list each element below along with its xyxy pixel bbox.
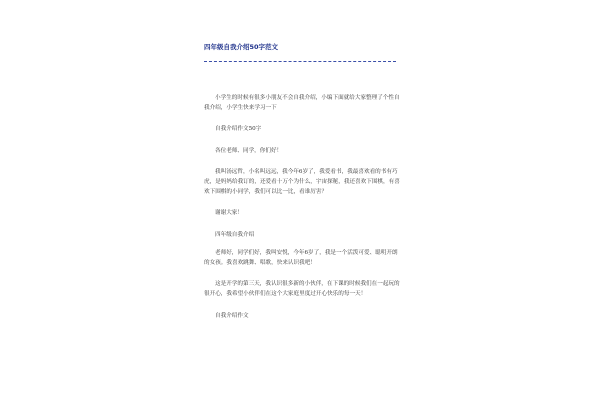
body-paragraph: 这是开学的第三天，我认识很多新的小伙伴，在下课的时候我们在一起玩的很开心，我希望小伙伴们在这个大家庭里度过开心快乐的每一天！ <box>204 281 400 298</box>
section-heading: 四年级自我介绍 <box>215 231 255 238</box>
section-heading: 自我介绍作文 <box>215 312 249 319</box>
intro-paragraph: 小学生的时候有很多小朋友不会自我介绍，小编下面就给大家整理了个性自我介绍，小学生快来学习一下 <box>204 95 400 112</box>
page-title: 四年级自我介绍50字范文 <box>204 43 279 51</box>
section-heading: 自我介绍作文50字 <box>215 126 262 133</box>
greeting-paragraph: 各位老师、同学，你们好！ <box>215 147 283 154</box>
thanks-paragraph: 谢谢大家！ <box>215 210 243 217</box>
title-divider <box>204 61 396 62</box>
article-body <box>204 93 400 332</box>
body-paragraph: 老师好，同学们好，我叫安悦，今年6岁了，我是一个活泼可爱、聪明开朗的女孩。我喜欢跳舞、唱歌，快来认识我吧！ <box>204 249 398 267</box>
body-paragraph: 我叫汤远哲，小名叫远远，我今年6岁了，我爱看书，我最喜欢看的书有巧虎，是妈妈给我订的，还爱看十万个为什么，宇宙探秘，我还喜欢下围棋，有喜欢下围棋的小同学，我们可以比一比，看谁厉害？ <box>204 168 400 196</box>
